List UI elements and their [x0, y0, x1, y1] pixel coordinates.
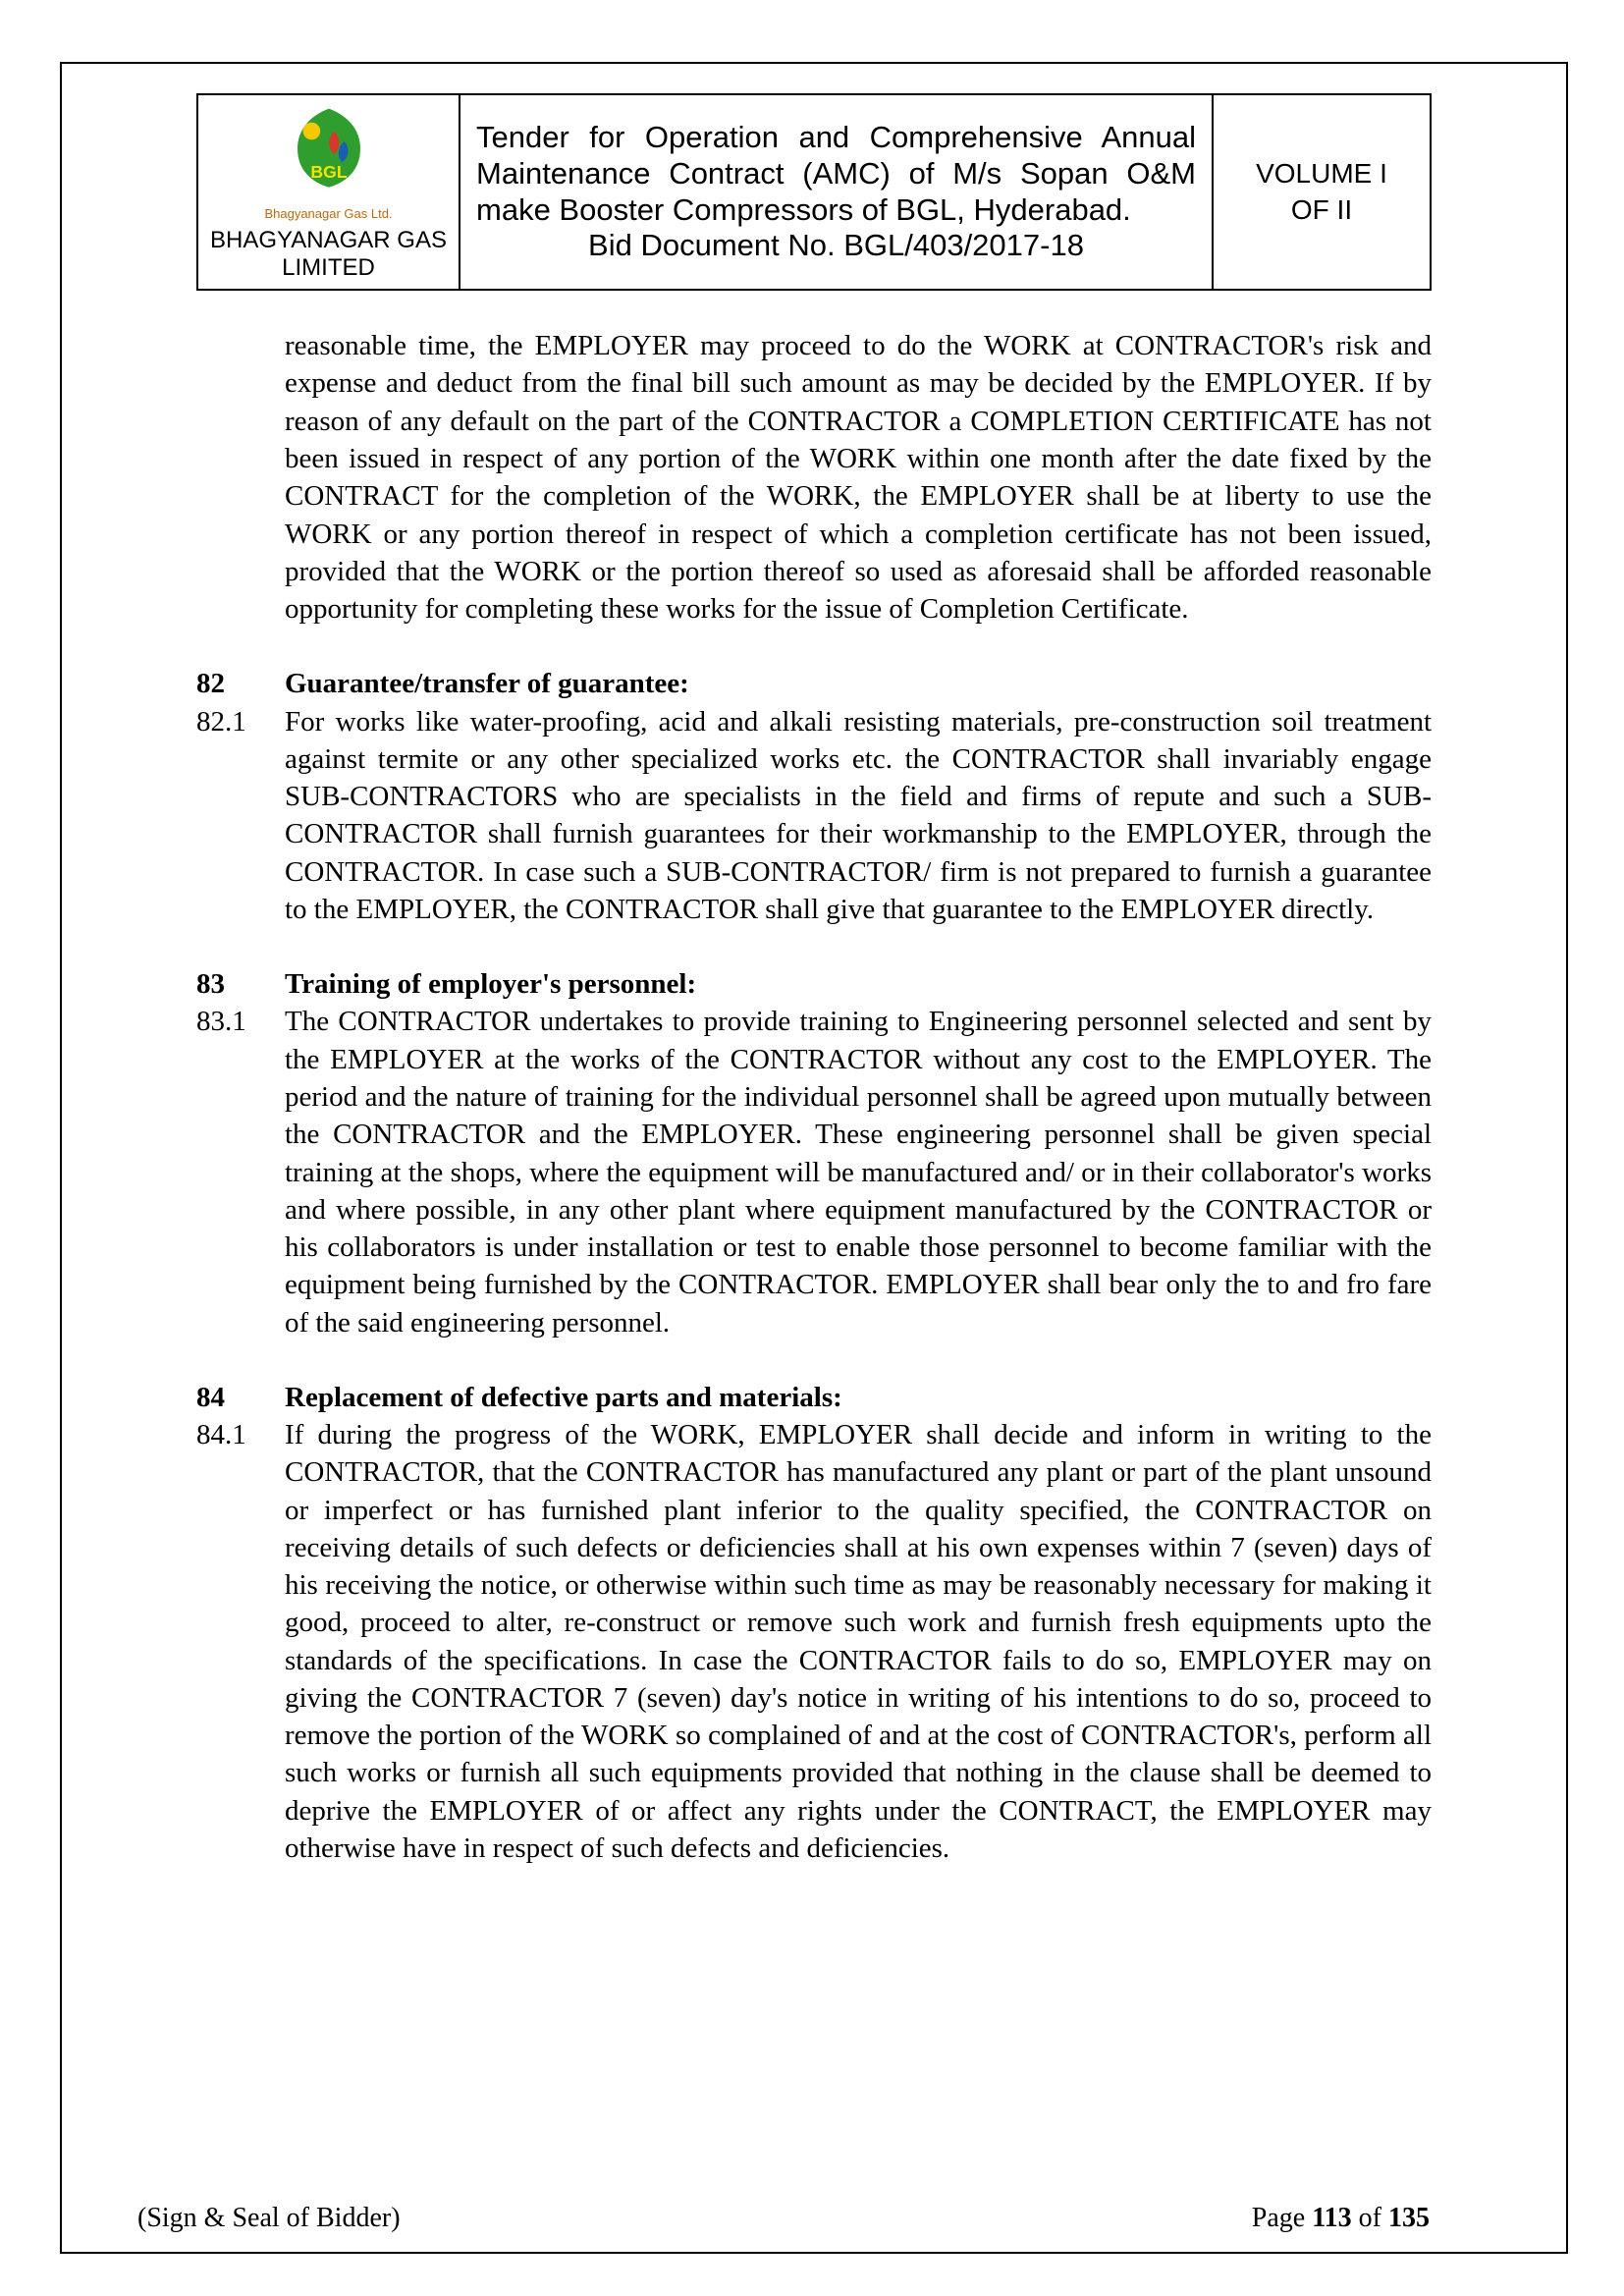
section-heading: Training of employer's personnel: — [285, 968, 697, 1001]
section-84 — [196, 1379, 1432, 1867]
clause-number: 82.1 — [196, 705, 246, 738]
page-border — [60, 62, 1568, 2254]
bid-doc-number: Bid Document No. BGL/403/2017-18 — [588, 228, 1084, 263]
org-name-line2: LIMITED — [282, 253, 375, 281]
clause-row — [196, 1003, 1432, 1340]
section-number: 82 — [196, 668, 225, 700]
section-83 — [196, 965, 1432, 1341]
intro-paragraph: reasonable time, the EMPLOYER may proceed to do the WORK at CONTRACTOR's risk and expense and deduct from the final bill such amount as may be decided by the EMPLOYER. If by reason of any default on the part of the CONTRACTOR a COMPLETION CERTIFICATE has not been issued in respect of any portion of the WORK within one month after the date fixed by the CONTRACT for the completion of the WORK, the EMPLOYER shall be at liberty to use the WORK or any portion thereof in respect of which a completion certificate has not been issued, provided that the WORK or the portion thereof so used as aforesaid shall be afforded reasonable opportunity for completing these works for the issue of Completion Certificate. — [285, 330, 1432, 626]
org-name-line1: BHAGYANAGAR GAS — [210, 227, 447, 253]
clause-text: If during the progress of the WORK, EMPLOYER shall decide and inform in writing to the CONTRACTOR, that the CONTRACTOR has manufactured any plant or part of the plant unsound or imperfect or has furnished plant inferior to the quality specified, the CONTRACTOR on receiving details of such defects or deficiencies shall at his own expenses within 7 (seven) days of his receiving the notice, or otherwise within such time as may be reasonably necessary for making it good, proceed to alter, re-construct or remove such work and furnish fresh equipments upto the standards of the specifications. In case the CONTRACTOR fails to do so, EMPLOYER may on giving the CONTRACTOR 7 (seven) day's notice in writing of his intentions to do so, proceed to remove the portion of the WORK so complained of and at the cost of CONTRACTOR's, perform all such works or furnish all such equipments provided that nothing in the clause shall be deemed to deprive the EMPLOYER of or affect any rights under the CONTRACT, the EMPLOYER may otherwise have in respect of such defects and deficiencies. — [285, 1419, 1432, 1865]
clause-number: 83.1 — [196, 1006, 246, 1038]
section-heading: Guarantee/transfer of guarantee: — [285, 668, 689, 700]
document-body — [196, 327, 1432, 1867]
logo-cell — [197, 94, 460, 290]
clause-row — [196, 1416, 1432, 1867]
of-word: of — [1358, 2203, 1381, 2233]
page-total: 135 — [1388, 2203, 1430, 2233]
section-heading-row — [196, 665, 1432, 702]
volume-cell — [1213, 94, 1431, 290]
page-inner — [62, 64, 1566, 1867]
logo-text: BGL — [309, 162, 348, 183]
page-word: Page — [1251, 2203, 1306, 2233]
logo-sun — [302, 123, 320, 140]
bgl-logo — [286, 105, 372, 200]
volume-line2: OF II — [1290, 193, 1353, 225]
clause-number: 84.1 — [196, 1419, 246, 1451]
page-number — [1252, 2203, 1430, 2234]
clause-text: The CONTRACTOR undertakes to provide training to Engineering personnel selected and sent by the EMPLOYER at the works of the CONTRACTOR without any cost to the EMPLOYER. The period and the nature of training for the individual personnel shall be agreed upon mutually between the CONTRACTOR and the EMPLOYER. These engineering personnel shall be given special training at the shops, where the equipment will be manufactured and/ or in their collaborator's works and where possible, in any other plant where equipment manufactured by the CONTRACTOR or his collaborators is under installation or test to enable those personnel to become familiar with the equipment being furnished by the CONTRACTOR. EMPLOYER shall bear only the to and fro fare of the said engineering personnel. — [285, 1006, 1432, 1339]
section-82 — [196, 665, 1432, 928]
clause-text: For works like water-proofing, acid and alkali resisting materials, pre-construction soil treatment against termite or any other specialized works etc. the CONTRACTOR shall invariably engage SUB-CONTRACTORS who are specialists in the field and firms of repute and such a SUB-CONTRACTOR shall furnish guarantees for their workmanship to the EMPLOYER, through the CONTRACTOR. In case such a SUB-CONTRACTOR/ firm is not prepared to furnish a guarantee to the EMPLOYER, the CONTRACTOR shall give that guarantee to the EMPLOYER directly. — [285, 705, 1432, 925]
volume-line1: VOLUME I — [1256, 158, 1387, 190]
section-number: 83 — [196, 968, 225, 1001]
clause-row — [196, 703, 1432, 929]
section-heading: Replacement of defective parts and materials: — [285, 1381, 842, 1413]
section-heading-row — [196, 1379, 1432, 1416]
page-current: 113 — [1312, 2203, 1352, 2233]
org-name — [204, 227, 453, 281]
tender-title: Tender for Operation and Comprehensive Annual Maintenance Contract (AMC) of M/s Sopan O&M make Booster Compressors of BGL, Hyderabad. — [476, 119, 1196, 227]
page-footer — [137, 2203, 1430, 2234]
section-number: 84 — [196, 1381, 225, 1413]
title-cell — [460, 94, 1213, 290]
section-heading-row — [196, 965, 1432, 1003]
sign-seal-note: (Sign & Seal of Bidder) — [137, 2203, 401, 2233]
header-table — [196, 93, 1432, 291]
logo-caption: Bhagyanagar Gas Ltd. — [264, 206, 393, 221]
